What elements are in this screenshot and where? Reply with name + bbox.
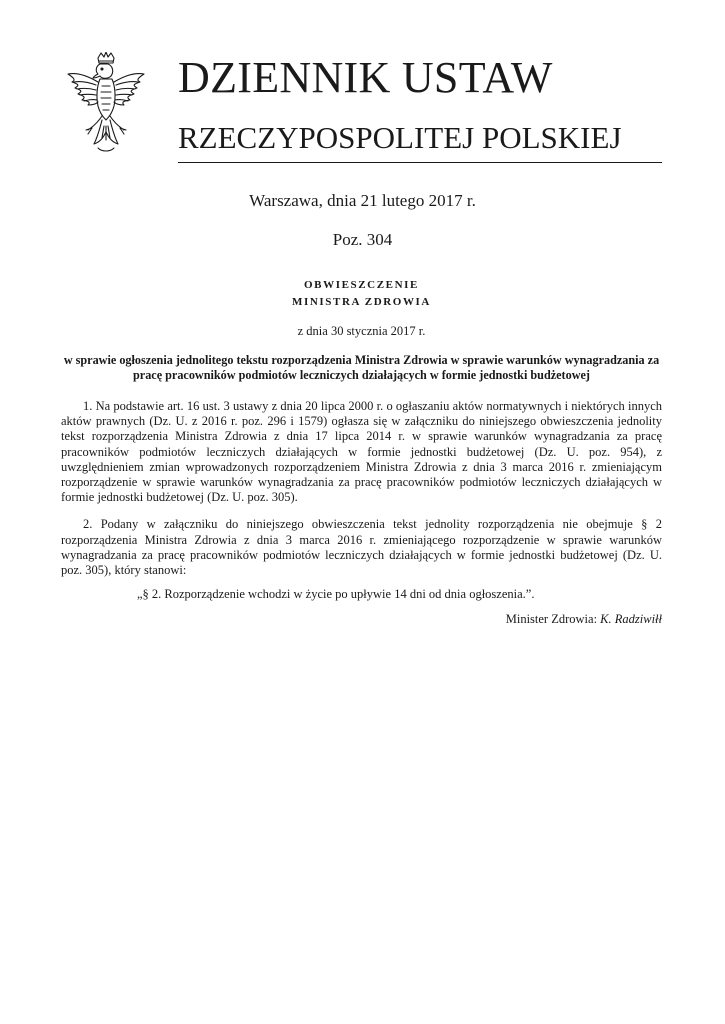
signature-role: Minister Zdrowia: <box>505 612 601 627</box>
announcement-body <box>61 277 662 627</box>
quoted-provision: „§ 2. Rozporządzenie wchodzi w życie po upływie 14 dni od dnia ogłoszenia.”. <box>137 587 535 602</box>
issue-place-date-text: Warszawa, dnia 21 lutego 2017 r. <box>249 191 476 210</box>
masthead-divider <box>178 162 662 163</box>
polish-eagle-emblem-icon <box>58 52 154 162</box>
document-date: z dnia 30 stycznia 2017 r. <box>297 324 426 338</box>
signature-name: K. Radziwiłł <box>600 612 662 627</box>
issue-place-date <box>0 190 725 212</box>
document-subject: w sprawie ogłoszenia jednolitego tekstu rozporządzenia Ministra Zdrowia w sprawie warunków wynagradzania za pracę pracowników podmiotów leczniczych działających w formie jednostki budżetowej <box>63 353 660 382</box>
document-issuer: MINISTRA ZDROWIA <box>292 296 431 308</box>
position-number: Poz. 304 <box>332 230 393 249</box>
paragraph-1: 1. Na podstawie art. 16 ust. 3 ustawy z dnia 20 lipca 2000 r. o ogłaszaniu aktów normatywnych i niektórych innych aktów prawnych (Dz. U. z 2016 r. poz. 296 i 1579) ogłasza się w załączniku do niniejszego obwieszczenia jednolity tekst rozporządzenia Ministra Zdrowia z dnia 17 lipca 2014 r. w sprawie warunków wynagradzania za pracę pracowników podmiotów leczniczych działających w formie jednostki budżetowej (Dz. U. poz. 954), z uwzględnieniem zmian wprowadzonych rozporządzeniem Ministra Zdrowia z dnia 3 marca 2016 r. zmieniającym rozporządzenie w sprawie warunków wynagradzania za pracę pracowników podmiotów leczniczych działających w formie jednostki budżetowej (Dz. U. poz. 305). <box>61 399 662 505</box>
journal-title: DZIENNIK USTAW <box>178 53 553 102</box>
journal-subtitle: RZECZYPOSPOLITEJ POLSKIEJ <box>178 120 622 155</box>
document-type: OBWIESZCZENIE <box>304 279 419 291</box>
paragraph-2: 2. Podany w załączniku do niniejszego obwieszczenia tekst jednolity rozporządzenia nie obejmuje § 2 rozporządzenia Ministra Zdrowia z dnia 3 marca 2016 r. zmieniającego rozporządzenie w sprawie warunków wynagradzania za pracę pracowników podmiotów leczniczych działających w formie jednostki budżetowej (Dz. U. poz. 305), który stanowi: <box>61 517 662 578</box>
signature <box>61 611 662 627</box>
